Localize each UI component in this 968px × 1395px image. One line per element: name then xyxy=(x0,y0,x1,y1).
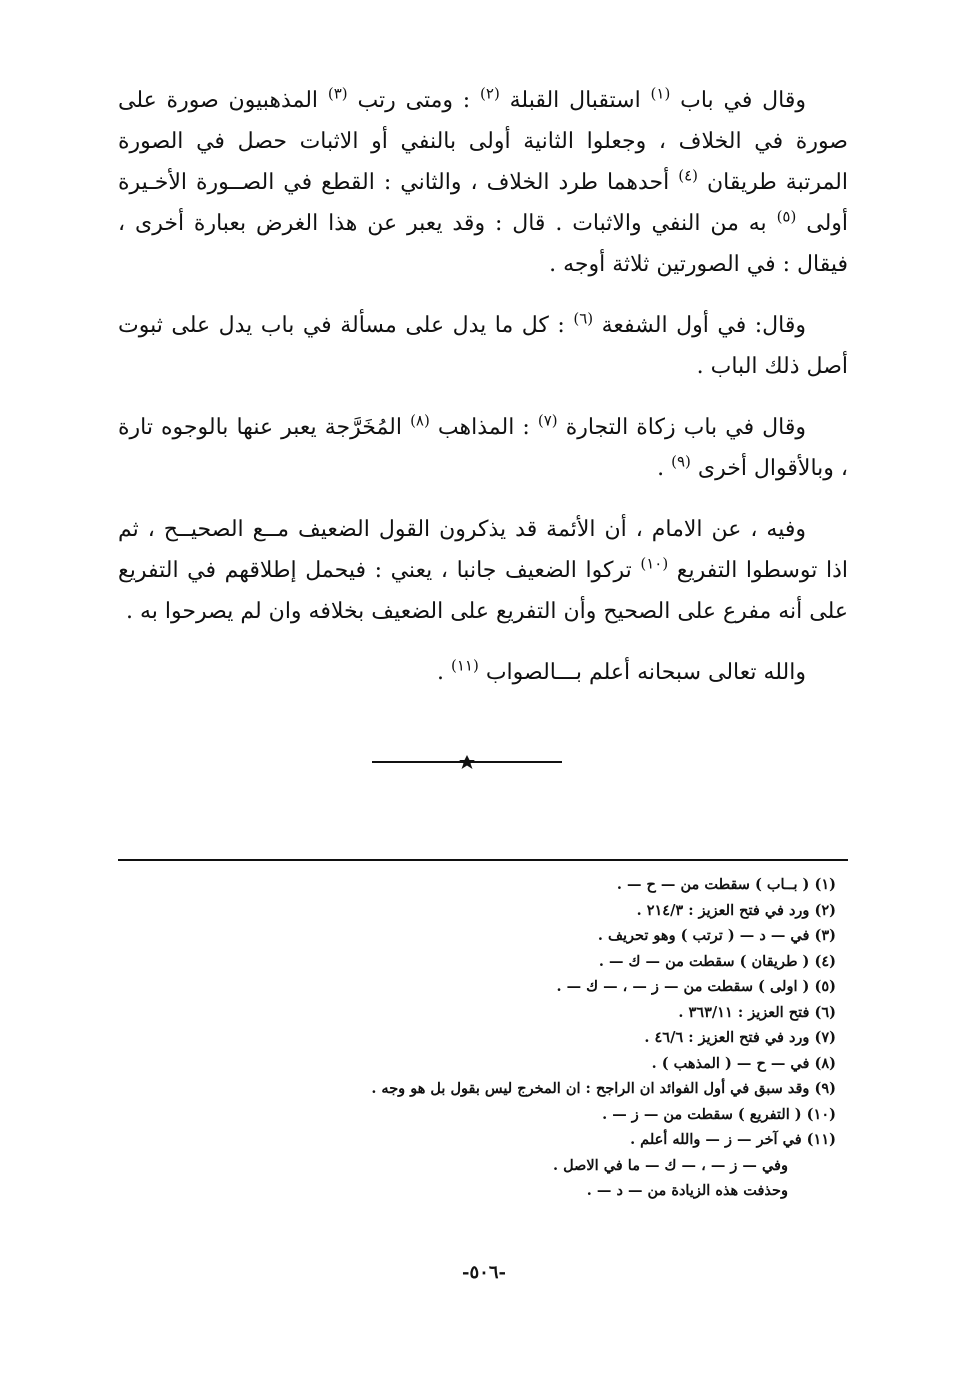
footnote-9: (٩) وقد سبق في أول الفوائد ان الراجح : ان المخرج ليس بقول بل هو وجه . xyxy=(371,1080,836,1097)
footnote-marker: (١) xyxy=(650,84,671,103)
text-span: والله تعالى سبحانه أعلم بـــالصواب xyxy=(485,660,806,685)
paragraph-1 xyxy=(118,80,848,285)
section-divider-ornament xyxy=(372,752,562,772)
text-span: : ومتى رتب xyxy=(357,88,471,113)
text-span: . xyxy=(436,660,444,685)
text-span: به من النفي والاثبات . قال : وقد يعبر عن هذا الغرض بعبارة أخرى ، فيقال : في الصورتين ثلاثة أوجه . xyxy=(118,211,848,277)
footnote-10: (١٠) ( التفريع ) سقطت من — ز — . xyxy=(602,1105,836,1123)
footnote-5: (٥) ( اولى ) سقطت من — ز — ، — ك — . xyxy=(556,978,836,995)
footnote-marker: (١١) xyxy=(450,656,479,675)
text-span: تركوا الضعيف جانبا ، يعني : فيحمل إطلاقهم في التفريع على أنه مفرع على الصحيح وأن التفريع على الضعيف بخلافه وان لم يصرحوا به . xyxy=(118,558,848,624)
footnote-7: (٧) ورد في فتح العزيز : ٤٦/٦ . xyxy=(644,1029,836,1046)
text-span: . xyxy=(657,456,665,481)
text-span: أحدهما طرد الخلاف ، والثاني : القطع في الصــورة الأخـيرة أولى xyxy=(118,170,849,236)
footnote-marker: (١٠) xyxy=(640,554,669,573)
paragraph-4 xyxy=(118,509,848,632)
text-span: المُخَرَّجة يعبر عنها بالوجوه تارة ، وبالأقوال أخرى xyxy=(118,415,848,481)
text-span: المذهبيون صورة على صورة في الخلاف ، وجعلوا الثانية أولى بالنفي أو الاثبات حصل في الصورة المرتبة طريقان xyxy=(118,88,848,195)
text-span: وقال في باب xyxy=(680,88,806,113)
page-number: -٥٠٦- xyxy=(462,1262,506,1283)
footnote-separator-rule xyxy=(118,859,848,861)
footnote-11-continuation: وفي — ز — ، — ك — ما في الاصل . xyxy=(552,1156,788,1174)
closing-line xyxy=(118,652,848,693)
paragraph-3 xyxy=(118,407,848,489)
footnote-marker: (٥) xyxy=(776,207,797,226)
footnote-11: (١١) في آخر — ز — والله أعلم . xyxy=(630,1131,836,1148)
footnotes xyxy=(118,872,848,1204)
footnote-marker: (٣) xyxy=(327,84,348,103)
footnote-3: (٣) في — د — ( ترتب ) وهو تحريف . xyxy=(597,927,836,944)
footnote-marker: (٢) xyxy=(480,84,500,103)
footnote-1: (١) ( بــاب ) سقطت من — ح — . xyxy=(616,876,836,893)
text-span: وقال: في أول الشفعة xyxy=(601,313,806,338)
text-span: وفيه ، عن الامام ، أن الأئمة قد يذكرون القول الضعيف مــع الصحيــح ، ثم اذا توسطوا التفريع xyxy=(118,517,849,583)
footnote-marker: (٤) xyxy=(678,166,699,185)
text-span: استقبال القبلة xyxy=(509,88,641,113)
text-span: وقال في باب زكاة التجارة xyxy=(565,415,806,440)
footnote-marker: (٨) xyxy=(410,411,430,430)
footnote-marker: (٦) xyxy=(573,309,594,328)
footnote-11-continuation: وحذفت هذه الزيادة من — د — . xyxy=(586,1182,788,1199)
footnote-marker: (٧) xyxy=(537,411,558,430)
footnote-4: (٤) ( طريقان ) سقطت من — ك — . xyxy=(598,952,836,970)
text-span: : المذاهب xyxy=(437,415,530,440)
footnote-6: (٦) فتح العزيز : ٣٦٣/١١ . xyxy=(678,1003,836,1021)
footnote-8: (٨) في — ح — ( المذهب ) . xyxy=(651,1054,836,1072)
text-span: : كل ما يدل على مسألة في باب يدل على ثبوت أصل ذلك الباب . xyxy=(118,313,848,379)
footnote-2: (٢) ورد في فتح العزيز : ٢١٤/٣ . xyxy=(636,901,836,919)
footnote-marker: (٩) xyxy=(671,452,691,471)
paragraph-2 xyxy=(118,305,848,387)
main-text xyxy=(118,80,848,693)
